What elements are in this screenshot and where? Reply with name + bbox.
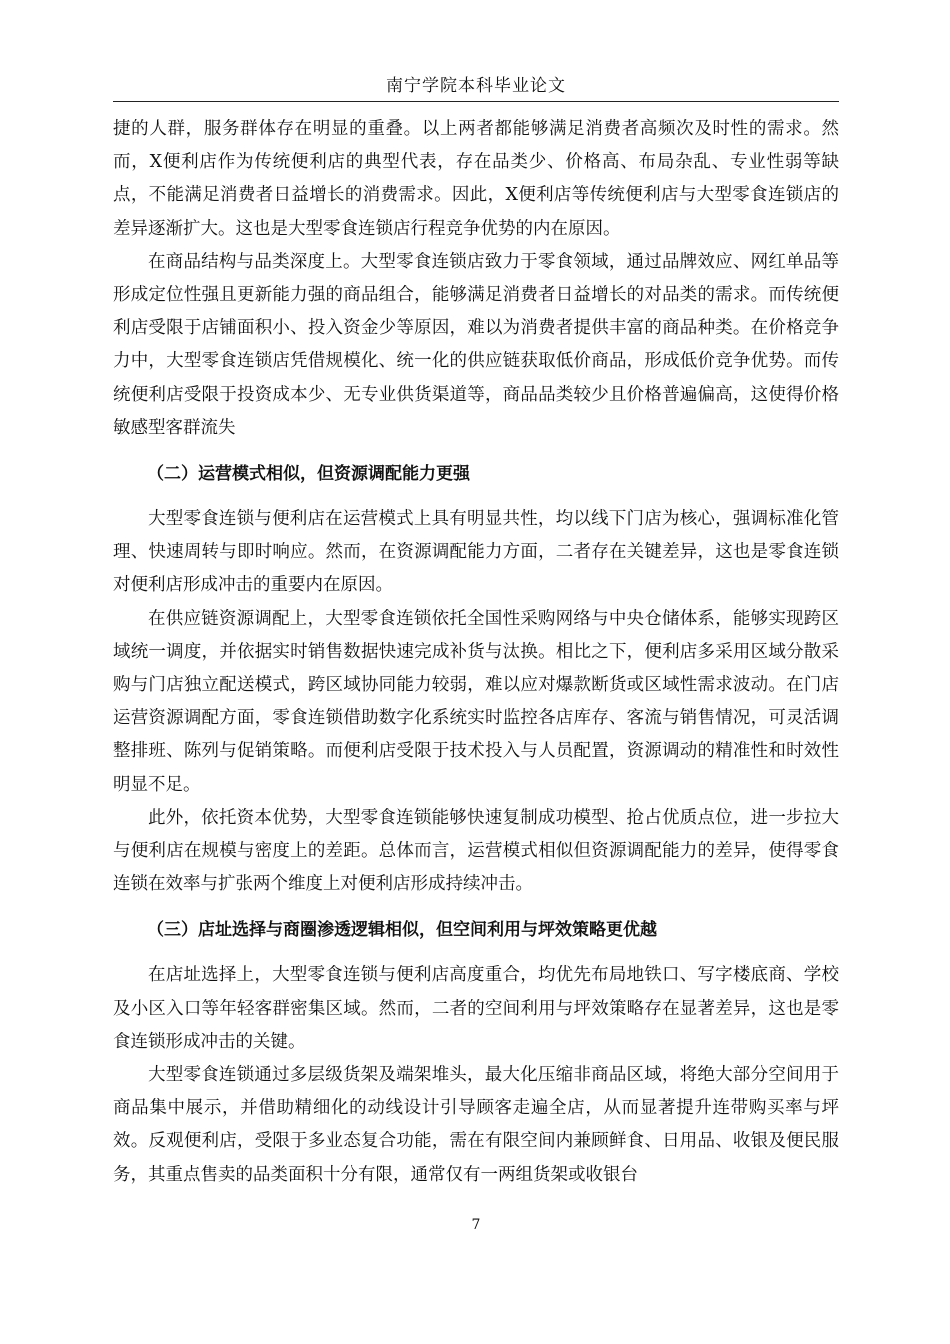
paragraph: 大型零食连锁通过多层级货架及端架堆头，最大化压缩非商品区域，将绝大部分空间用于商品集中展示，并借助精细化的动线设计引导顾客走遍全店，从而显著提升连带购买率与坪效。反观便利店，受限于多业态复合功能，需在有限空间内兼顾鲜食、日用品、收银及便民服务，其重点售卖的品类面积十分有限，通常仅有一两组货架或收银台 <box>113 1065 839 1185</box>
page-header: 南宁学院本科毕业论文 <box>386 76 566 96</box>
paragraph: 大型零食连锁与便利店在运营模式上具有明显共性，均以线下门店为核心，强调标准化管理、快速周转与即时响应。然而，在资源调配能力方面，二者存在关键差异，这也是零食连锁对便利店形成冲击的重要内在原因。 <box>113 509 839 596</box>
paragraph-continued: 捷的人群，服务群体存在明显的重叠。以上两者都能够满足消费者高频次及时性的需求。然而，X便利店作为传统便利店的典型代表，存在品类少、价格高、布局杂乱、专业性弱等缺点，不能满足消费者日益增长的消费需求。因此，X便利店等传统便利店与大型零食连锁店的差异逐渐扩大。这也是大型零食连锁店行程竞争优势的内在原因。 <box>113 119 839 239</box>
paragraph: 在店址选择上，大型零食连锁与便利店高度重合，均优先布局地铁口、写字楼底商、学校及小区入口等年轻客群密集区域。然而，二者的空间利用与坪效策略存在显著差异，这也是零食连锁形成冲击的关键。 <box>113 965 839 1052</box>
section-heading-3: （三）店址选择与商圈渗透逻辑相似，但空间利用与坪效策略更优越 <box>147 920 657 941</box>
paragraph: 在商品结构与品类深度上。大型零食连锁店致力于零食领域，通过品牌效应、网红单品等形成定位性强且更新能力强的商品组合，能够满足消费者日益增长的对品类的需求。而传统便利店受限于店铺面积小、投入资金少等原因，难以为消费者提供丰富的商品种类。在价格竞争力中，大型零食连锁店凭借规模化、统一化的供应链获取低价商品，形成低价竞争优势。而传统便利店受限于投资成本少、无专业供货渠道等，商品品类较少且价格普遍偏高，这使得价格敏感型客群流失 <box>113 251 839 438</box>
paragraph: 在供应链资源调配上，大型零食连锁依托全国性采购网络与中央仓储体系，能够实现跨区域统一调度，并依据实时销售数据快速完成补货与汰换。相比之下，便利店多采用区域分散采购与门店独立配送模式，跨区域协同能力较弱，难以应对爆款断货或区域性需求波动。在门店运营资源调配方面，零食连锁借助数字化系统实时监控各店库存、客流与销售情况，可灵活调整排班、陈列与促销策略。而便利店受限于技术投入与人员配置，资源调动的精准性和时效性明显不足。 <box>113 608 839 795</box>
section-heading-2: （二）运营模式相似，但资源调配能力更强 <box>147 464 470 485</box>
paragraph: 此外，依托资本优势，大型零食连锁能够快速复制成功模型、抢占优质点位，进一步拉大与便利店在规模与密度上的差距。总体而言，运营模式相似但资源调配能力的差异，使得零食连锁在效率与扩张两个维度上对便利店形成持续冲击。 <box>113 807 839 895</box>
document-body <box>113 113 839 1192</box>
header-divider <box>113 101 839 102</box>
page-number: 7 <box>471 1217 481 1233</box>
